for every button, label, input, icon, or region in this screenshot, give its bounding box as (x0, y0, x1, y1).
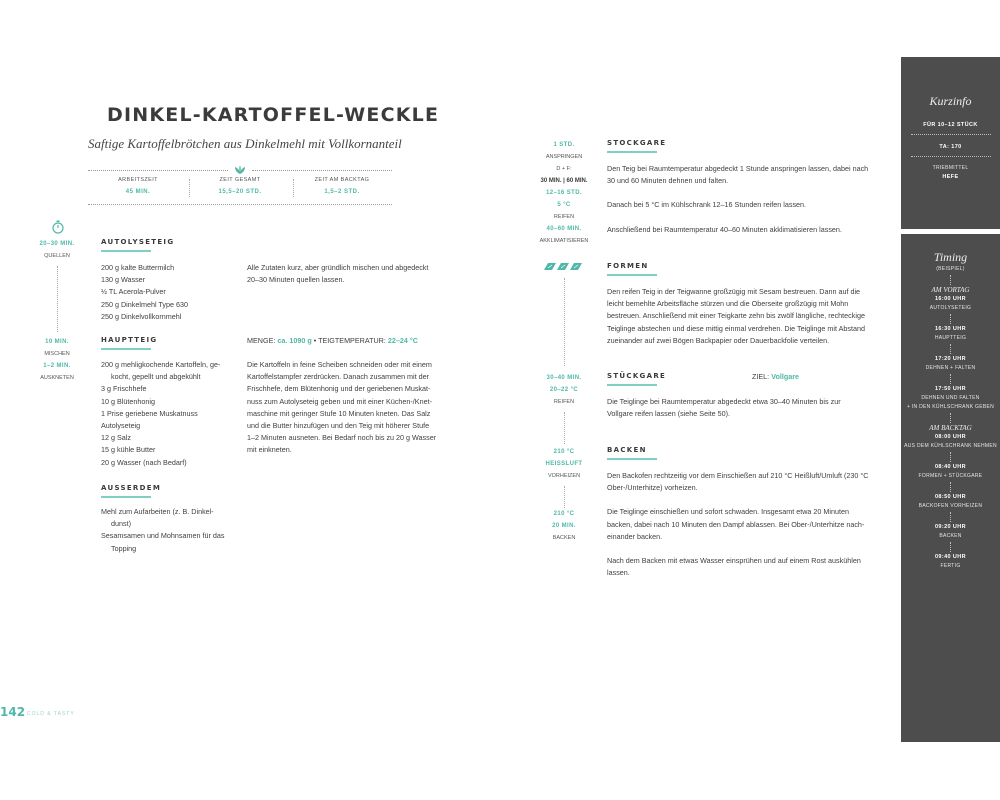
side-value: 40–60 MIN. (546, 226, 582, 232)
timeline-dots (564, 412, 565, 444)
timing-time: 09:40 UHR (934, 554, 967, 560)
side-label: D + F: (556, 166, 572, 172)
kurzinfo-panel (901, 57, 1000, 229)
instruction-line: leicht bemehlte Arbeitsfläche stürzen und die Oberseite großzügig mit Mohn (607, 299, 849, 309)
haupt-heading-block (101, 336, 157, 350)
side-value: HEISSLUFT (545, 461, 583, 467)
ingredient: ½ TL Acerola-Pulver (101, 287, 166, 297)
autolyse-heading-block (101, 238, 174, 252)
side-label: VORHEIZEN (547, 473, 581, 479)
meta-value-backtag: 1,5–2 STD. (324, 189, 360, 195)
panel-dots (950, 512, 951, 522)
meta-value-arbeitszeit: 45 MIN. (125, 189, 151, 195)
instruction-line: Kartoffelstampfer zerdrücken. Danach zusammen mit der (247, 372, 430, 382)
instruction-line: 20–30 Minuten quellen lassen. (247, 275, 345, 285)
haupt-ingredients (101, 359, 241, 469)
stueckgare-text (607, 396, 892, 420)
meta-bottom-rule (88, 204, 392, 205)
autolyse-ingredients (101, 262, 241, 323)
instruction-line: Vollgare reifen lassen (siehe Seite 50). (607, 409, 731, 419)
panel-dots (950, 275, 951, 285)
meta-top-rule-left (88, 170, 228, 171)
ausserdem-heading: AUSSERDEM (101, 484, 162, 492)
timing-time: 16:30 UHR (934, 326, 967, 332)
ingredient: Mehl zum Aufarbeiten (z. B. Dinkel- (101, 507, 214, 516)
heading-underline (607, 458, 657, 460)
panel-dots (950, 542, 951, 552)
timeline-dots (564, 278, 565, 366)
instruction-line: Teiglinge abstechen und diese mittig einmal verdrehen. Die Teiglinge mit Abstand (607, 323, 865, 333)
heading-underline (101, 348, 151, 350)
instruction-line: Ober-/Unterhitze) vorheizen. (607, 483, 698, 493)
side-value: 20 MIN. (552, 523, 576, 529)
knead-time: 1–2 MIN. (43, 363, 71, 369)
ausserdem-items (101, 506, 241, 555)
haupt-instructions (247, 359, 457, 457)
instruction-line: backen, dabei nach 10 Minuten den Dampf ablassen. Bei Ober-/Unterhitze nach- (607, 519, 865, 529)
panel-divider (911, 134, 991, 135)
autolyse-time: 20–30 MIN. (39, 241, 75, 247)
backen-text (607, 470, 892, 579)
timing-time: 08:00 UHR (934, 434, 967, 440)
heading-underline (101, 496, 151, 498)
autolyse-heading: AUTOLYSETEIG (101, 238, 175, 246)
recipe-title: DINKEL-KARTOFFEL-WECKLE (107, 104, 440, 126)
knead-action: AUSKNETEN (40, 375, 74, 381)
backen-heading: BACKEN (607, 446, 647, 454)
ingredient: dunst) (111, 519, 131, 529)
timing-time: 17:50 UHR (934, 386, 967, 392)
ingredient: 15 g kühle Butter (101, 445, 156, 455)
book-title: COLD & TASTY (27, 711, 75, 717)
menge-value: ca. 1090 g (277, 336, 312, 345)
side-value: 30 MIN. | 60 MIN. (540, 178, 588, 184)
yield: FÜR 10–12 STÜCK (923, 122, 978, 128)
timing-title: Timing (933, 250, 968, 264)
side-label: BACKEN (552, 535, 576, 541)
timing-step: AUTOLYSETEIG (929, 305, 972, 311)
backen-side-times-2 (529, 508, 599, 544)
instruction-line: Die Teiglinge bei Raumtemperatur abgedeckt etwa 30–40 Minuten bis zur (607, 397, 841, 406)
mix-time: 10 MIN. (45, 339, 69, 345)
panel-dots (950, 374, 951, 384)
ingredient: Topping (111, 543, 137, 553)
meta-strip (88, 177, 392, 199)
panel-dots (950, 452, 951, 462)
bread-rolls-icon (543, 260, 585, 278)
triebmittel-value: HEFE (942, 174, 959, 180)
timing-time: 08:50 UHR (934, 494, 967, 500)
heading-underline (607, 151, 657, 153)
stockgare-text (607, 163, 892, 236)
ingredient: Autolyseteig (101, 421, 141, 431)
meta-label-backtag: ZEIT AM BACKTAG (314, 177, 370, 183)
stueckgare-heading-block (607, 372, 666, 386)
side-value: 210 °C (553, 449, 575, 455)
timing-time: 16:00 UHR (934, 296, 967, 302)
page-number: 142 (0, 705, 26, 719)
timing-step: BACKEN (939, 533, 962, 539)
stopwatch-icon (52, 220, 64, 239)
timing-step: DEHNEN UND FALTEN (921, 395, 980, 401)
timeline-dots (57, 266, 58, 332)
panel-divider (911, 156, 991, 157)
instruction-line: lassen. (607, 568, 630, 578)
recipe-subtitle: Saftige Kartoffelbrötchen aus Dinkelmehl mit Vollkornanteil (88, 136, 402, 151)
side-label: REIFEN (553, 399, 575, 405)
stueckgare-heading: STÜCKGARE (607, 372, 667, 380)
instruction-line: 30 und 60 Minuten dehnen und falten. (607, 176, 729, 186)
timing-panel (901, 234, 1000, 742)
timing-subtitle: (BEISPIEL) (936, 266, 965, 272)
instruction-line: bestreuen. Anschließend mit einer Teigkarte zehn bis zwölf längliche, rechteckige (607, 311, 865, 321)
timing-step: DEHNEN + FALTEN (925, 365, 976, 371)
instruction-line: Den Backofen rechtzeitig vor dem Einschießen auf 210 °C Heißluft/Umluft (230 °C (607, 471, 869, 480)
instruction-line: mit einkneten. (247, 445, 292, 455)
mix-action: MISCHEN (44, 351, 70, 357)
stockgare-heading: STOCKGARE (607, 139, 667, 147)
panel-dots (950, 482, 951, 492)
stockgare-heading-block (607, 139, 666, 153)
side-value: 20–22 °C (549, 387, 579, 393)
meta-label-gesamt: ZEIT GESAMT (219, 177, 261, 183)
side-value: 1 STD. (553, 142, 575, 148)
instruction-line: Nach dem Backen mit etwas Wasser einsprühen und auf einem Rost auskühlen (607, 556, 861, 566)
ingredient: 200 g kalte Buttermilch (101, 263, 175, 272)
instruction-line: Frischhefe, dem Blütenhonig und der geriebenen Muskat- (247, 384, 431, 394)
instruction-line: Den Teig bei Raumtemperatur abgedeckt 1 Stunde anspringen lassen, dabei nach (607, 164, 869, 173)
instruction-line: und die Butter hinzufügen und den Teig mit höherer Stufe (247, 421, 430, 431)
timing-step: FERTIG (940, 563, 961, 569)
day-label-vortag: AM VORTAG (931, 286, 970, 294)
timing-time: 08:40 UHR (934, 464, 967, 470)
instruction-line: nuss zum Autolyseteig geben und mit einer Küchen-/Knet- (247, 396, 432, 406)
timeline-dots (564, 486, 565, 508)
stueckgare-side-times (529, 372, 599, 408)
ingredient: 200 g mehligkochende Kartoffeln, ge- (101, 360, 221, 369)
heading-underline (607, 274, 657, 276)
ingredient: 250 g Dinkelvollkornmehl (101, 311, 182, 321)
autolyse-action: QUELLEN (44, 253, 70, 259)
meta-top-rule-right (252, 170, 392, 171)
meta-label-arbeitszeit: ARBEITSZEIT (118, 177, 158, 183)
ingredient: 130 g Wasser (101, 275, 146, 285)
heading-underline (101, 250, 151, 252)
instruction-line: Die Kartoffeln in feine Scheiben schneiden oder mit einem (247, 360, 432, 369)
timing-step: HAUPTTEIG (934, 335, 967, 341)
autolyse-side-times (22, 238, 92, 262)
panel-dots (950, 344, 951, 354)
menge-label: MENGE: (247, 336, 276, 345)
timing-step: FORMEN + STÜCKGARE (918, 473, 983, 479)
autolyse-instructions (247, 262, 457, 286)
ausserdem-heading-block (101, 484, 161, 498)
side-value: 5 °C (557, 202, 571, 208)
backen-side-times-1 (529, 446, 599, 482)
stockgare-side-times (529, 139, 599, 247)
instruction-line: einander backen. (607, 531, 663, 541)
instruction-line: zueinander auf zwei Bögen Backpapier oder Dauerbackfolie verteilen. (607, 335, 830, 345)
instruction-line: Alle Zutaten kurz, aber gründlich mischen und abgedeckt (247, 263, 429, 272)
ingredient: kocht, gepellt und abgekühlt (111, 372, 201, 382)
side-label: ANSPRINGEN (545, 154, 583, 160)
meta-value-gesamt: 15,5–20 STD. (218, 189, 262, 195)
triebmittel-label: TRIEBMITTEL (932, 165, 969, 171)
instruction-line: Den reifen Teig in der Teigwanne großzügig mit Sesam bestreuen. Dann auf die (607, 287, 861, 296)
ziel-value: Vollgare (771, 372, 800, 381)
panel-dots (950, 314, 951, 324)
timing-step: AUS DEM KÜHLSCHRANK NEHMEN (904, 443, 997, 449)
backen-heading-block (607, 446, 657, 460)
kurzinfo-title: Kurzinfo (929, 94, 972, 108)
timing-time: 17:20 UHR (934, 356, 967, 362)
instruction-line: Danach bei 5 °C im Kühlschrank 12–16 Stunden reifen lassen. (607, 200, 807, 210)
ta-value: TA: 170 (939, 144, 962, 150)
side-value: 12–16 STD. (545, 190, 583, 196)
haupt-side-times (22, 336, 92, 384)
heading-underline (607, 384, 657, 386)
ingredient: 10 g Blütenhonig (101, 396, 155, 406)
side-label: AKKLIMATISIEREN (539, 238, 589, 244)
ziel-label: ZIEL: (752, 372, 770, 381)
side-value: 30–40 MIN. (546, 375, 582, 381)
temp-value: 22–24 °C (387, 336, 418, 345)
instruction-line: Die Teiglinge einschießen und sofort schwaden. Insgesamt etwa 20 Minuten (607, 507, 849, 517)
formen-text (607, 286, 892, 347)
ingredient: 250 g Dinkelmehl Type 630 (101, 299, 188, 309)
side-value: 210 °C (553, 511, 575, 517)
ingredient: Sesamsamen und Mohnsamen für das (101, 531, 225, 541)
ingredient: 20 g Wasser (nach Bedarf) (101, 457, 187, 467)
timing-step: BACKOFEN VORHEIZEN (918, 503, 983, 509)
instruction-line: Anschließend bei Raumtemperatur 40–60 Minuten akklimatisieren lassen. (607, 224, 842, 234)
panel-dots (950, 413, 951, 423)
timing-time: 09:20 UHR (934, 524, 967, 530)
temp-label: • TEIGTEMPERATUR: (311, 336, 386, 345)
hauptteig-heading: HAUPTTEIG (101, 336, 158, 344)
side-label: REIFEN (553, 214, 575, 220)
ingredient: 3 g Frischhefe (101, 384, 147, 394)
day-label-backtag: AM BACKTAG (929, 424, 972, 432)
formen-heading-block (607, 262, 657, 276)
timing-step: + IN DEN KÜHLSCHRANK GEBEN (906, 404, 995, 410)
ingredient: 1 Prise geriebene Muskatnuss (101, 408, 198, 418)
instruction-line: 1–2 Minuten ausneten. Bei Bedarf noch bis zu 20 g Wasser (247, 433, 437, 443)
stueckgare-ziel (752, 371, 799, 383)
formen-heading: FORMEN (607, 262, 649, 270)
ingredient: 12 g Salz (101, 433, 131, 443)
instruction-line: maschine mit geringer Stufe 10 Minuten kneten. Das Salz (247, 408, 431, 418)
haupt-menge-line (247, 335, 418, 347)
